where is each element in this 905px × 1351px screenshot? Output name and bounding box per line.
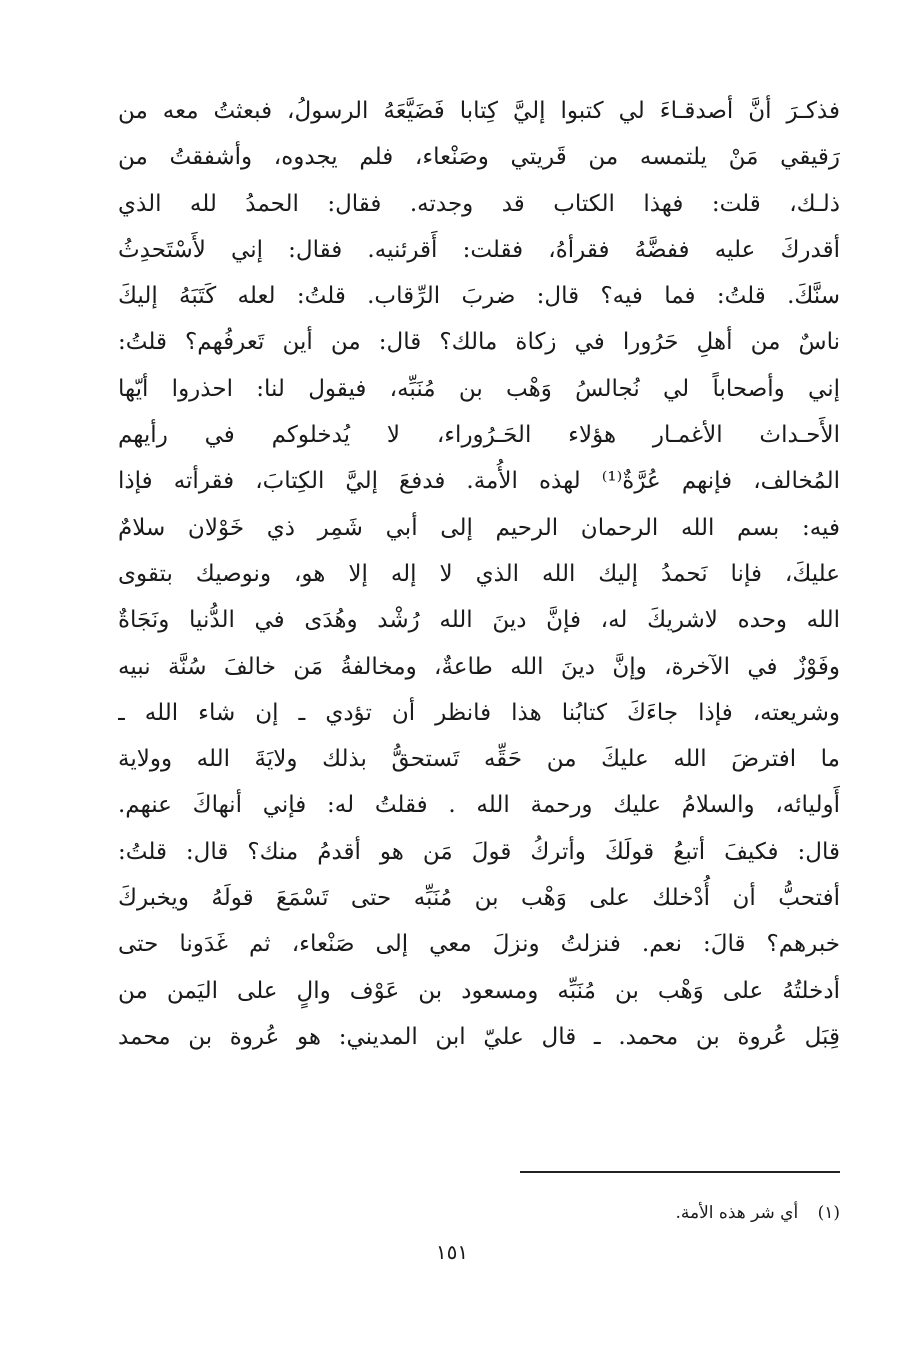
text-line: ما افترضَ الله عليكَ من حَقِّه تَستحقُّ بذلك ولايَةَ الله وولاية	[118, 746, 840, 773]
text-line: عليكَ، فإنا نَحمدُ إليك الله الذي لا إله إلا هو، ونوصيك بتقوى	[118, 560, 840, 587]
text-line: فيه: بسم الله الرحمان الرحيم إلى أبي شَمِر ذي خَوْلان سلامٌ	[118, 514, 840, 541]
text-line: سنَّكَ. قلتُ: فما فيه؟ قال: ضربَ الرِّقاب. قلتُ: لعله كَتَبَهُ إليكَ	[118, 283, 840, 310]
text-line: ذلـك، قلت: فهذا الكتاب قد وجدته. فقال: الحمدُ لله الذي	[118, 190, 840, 217]
text-line: أَوليائه، والسلامُ عليك ورحمة الله . فقلتُ له: فإني أنهاكَ عنهم.	[118, 792, 840, 819]
text-line: قِبَل عُروة بن محمد. ـ قال عليّ ابن المديني: هو عُروة بن محمد	[118, 1023, 840, 1050]
text-line: المُخالف، فإنهم عُرَّةٌ⁽¹⁾ لهذه الأُمة. فدفعَ إليَّ الكِتابَ، فقرأته فإذا	[118, 468, 840, 495]
footnote-text: أي شر هذه الأمة.	[675, 1203, 799, 1223]
text-line: أقدركَ عليه ففضَّهُ فقرأهُ، فقلت: أَقرئنيه. فقال: إني لأَسْتَحدِثُ	[118, 236, 840, 263]
text-line: ناسٌ من أهلِ حَرُورا في زكاة مالك؟ قال: من أين تَعرفُهم؟ قلتُ:	[118, 329, 840, 356]
footnote-separator	[520, 1171, 840, 1173]
footnote-number: (١)	[817, 1203, 840, 1223]
main-text	[118, 88, 840, 1060]
text-line: أدخلتُهُ على وَهْب بن مُنَبِّه ومسعود بن عَوْف والٍ على اليَمن من	[118, 977, 840, 1004]
text-line: خبرهم؟ قالَ: نعم. فنزلتُ ونزلَ معي إلى صَنْعاء، ثم غَدَونا حتى	[118, 931, 840, 958]
text-line: فذكـرَ أنَّ أصدقـاءَ لي كتبوا إليَّ كِتابا فَضَيَّعَهُ الرسولُ، فبعثتُ معه من	[118, 98, 840, 124]
text-line: الأَحـداث الأغمـار هؤلاء الحَـرُوراء، لا يُدخلوكم في رأيهم	[118, 422, 840, 449]
text-line: وفَوْزٌ في الآخرة، وإنَّ دينَ الله طاعةٌ، ومخالفةُ مَن خالفَ سُنَّة نبيه	[118, 653, 840, 680]
footnote	[520, 1203, 840, 1223]
text-line: وشريعته، فإذا جاءَكَ كتابُنا هذا فانظر أن تؤدي ـ إن شاء الله ـ	[118, 699, 840, 726]
text-line: أفتحبُّ أن أُدْخلك على وَهْب بن مُنَبِّه حتى تَسْمَعَ قولَهُ ويخبركَ	[118, 885, 840, 912]
text-line: رَقيقي مَنْ يلتمسه من قَريتي وصَنْعاء، فلم يجدوه، وأشفقتُ من	[118, 144, 840, 171]
text-line: إني وأصحاباً لي نُجالسُ وَهْب بن مُنَبِّه، فيقول لنا: احذروا أيّها	[118, 375, 840, 402]
text-line: الله وحده لاشريكَ له، فإنَّ دينَ الله رُشْد وهُدَى في الدُّنيا ونَجَاةٌ	[118, 607, 840, 634]
text-line: قال: فكيفَ أتبعُ قولَكَ وأتركُ قولَ مَن هو أقدمُ منك؟ قال: قلتُ:	[118, 838, 840, 865]
page-number: ١٥١	[435, 1240, 469, 1264]
